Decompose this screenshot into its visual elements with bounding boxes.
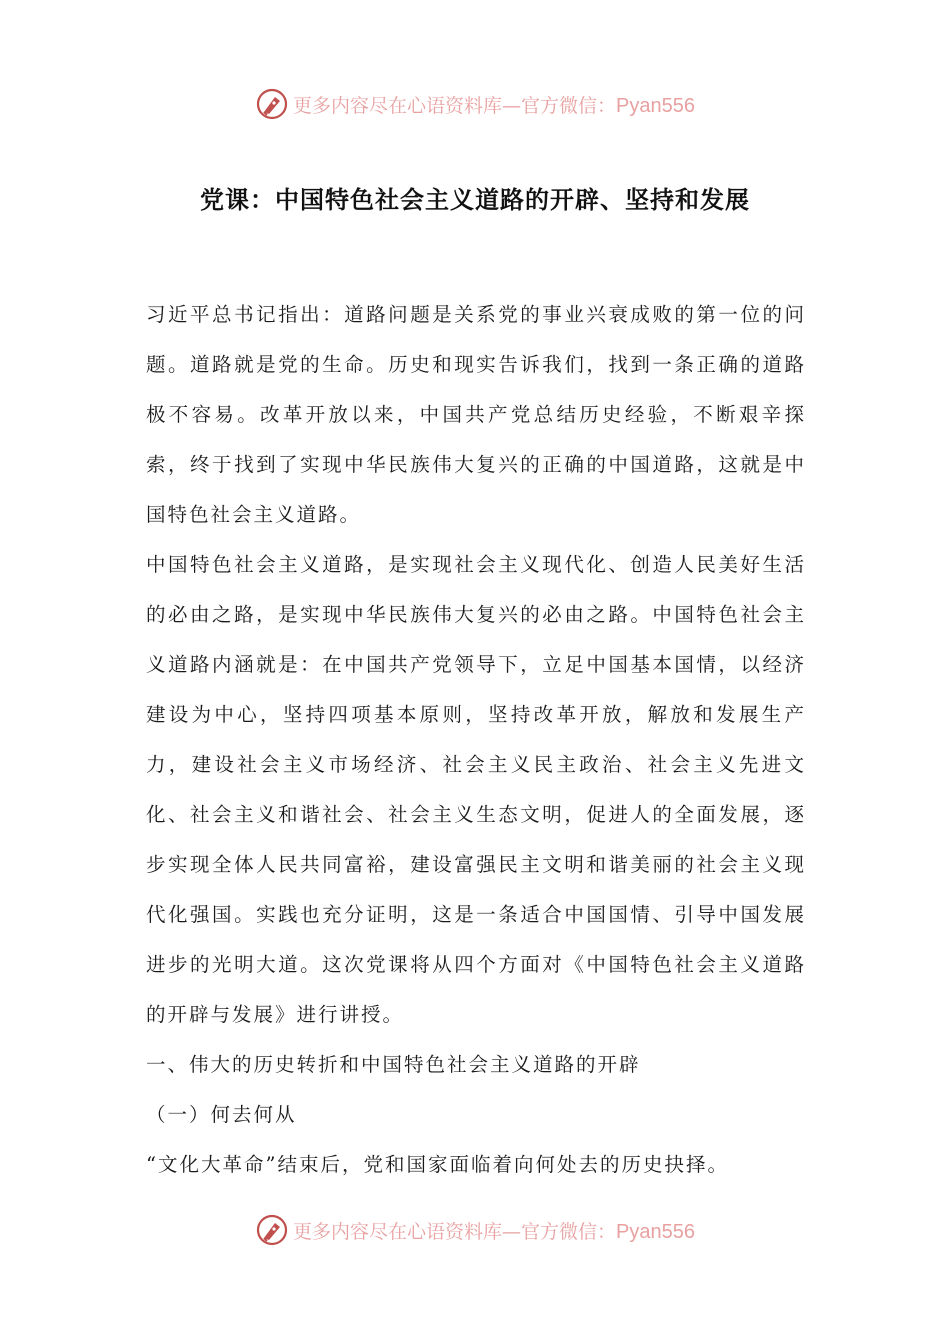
header-banner-text: 更多内容尽在心语资料库—官方微信：Pyan556 (293, 94, 695, 117)
paragraph-history: “文化大革命”结束后，党和国家面临着向何处去的历史抉择。 (146, 1153, 729, 1176)
document-body (146, 290, 806, 1190)
paragraph-intro: 习近平总书记指出：道路问题是关系党的事业兴衰成败的第一位的问题。道路就是党的生命。历史和现实告诉我们，找到一条正确的道路极不容易。改革开放以来，中国共产党总结历史经验，不断艰辛探索，终于找到了实现中华民族伟大复兴的正确的中国道路，这就是中国特色社会主义道路。 (146, 303, 806, 526)
pen-nib-icon (255, 1213, 289, 1247)
footer-banner (0, 1210, 950, 1250)
footer-banner-text: 更多内容尽在心语资料库—官方微信：Pyan556 (293, 1220, 695, 1243)
pen-nib-icon (255, 87, 289, 121)
header-banner (0, 84, 950, 124)
subsection-heading: （一）何去何从 (146, 1103, 297, 1126)
paragraph-definition: 中国特色社会主义道路，是实现社会主义现代化、创造人民美好生活的必由之路，是实现中华民族伟大复兴的必由之路。中国特色社会主义道路内涵就是：在中国共产党领导下，立足中国基本国情，以经济建设为中心，坚持四项基本原则，坚持改革开放，解放和发展生产力，建设社会主义市场经济、社会主义民主政治、社会主义先进文化、社会主义和谐社会、社会主义生态文明，促进人的全面发展，逐步实现全体人民共同富裕，建设富强民主文明和谐美丽的社会主义现代化强国。实践也充分证明，这是一条适合中国国情、引导中国发展进步的光明大道。这次党课将从四个方面对《中国特色社会主义道路的开辟与发展》进行讲授。 (146, 553, 806, 1026)
footer-wechat-id: Pyan556 (616, 1220, 695, 1243)
header-wechat-id: Pyan556 (616, 94, 695, 117)
document-title: 党课：中国特色社会主义道路的开辟、坚持和发展 (200, 186, 750, 214)
section-heading: 一、伟大的历史转折和中国特色社会主义道路的开辟 (146, 1053, 641, 1076)
